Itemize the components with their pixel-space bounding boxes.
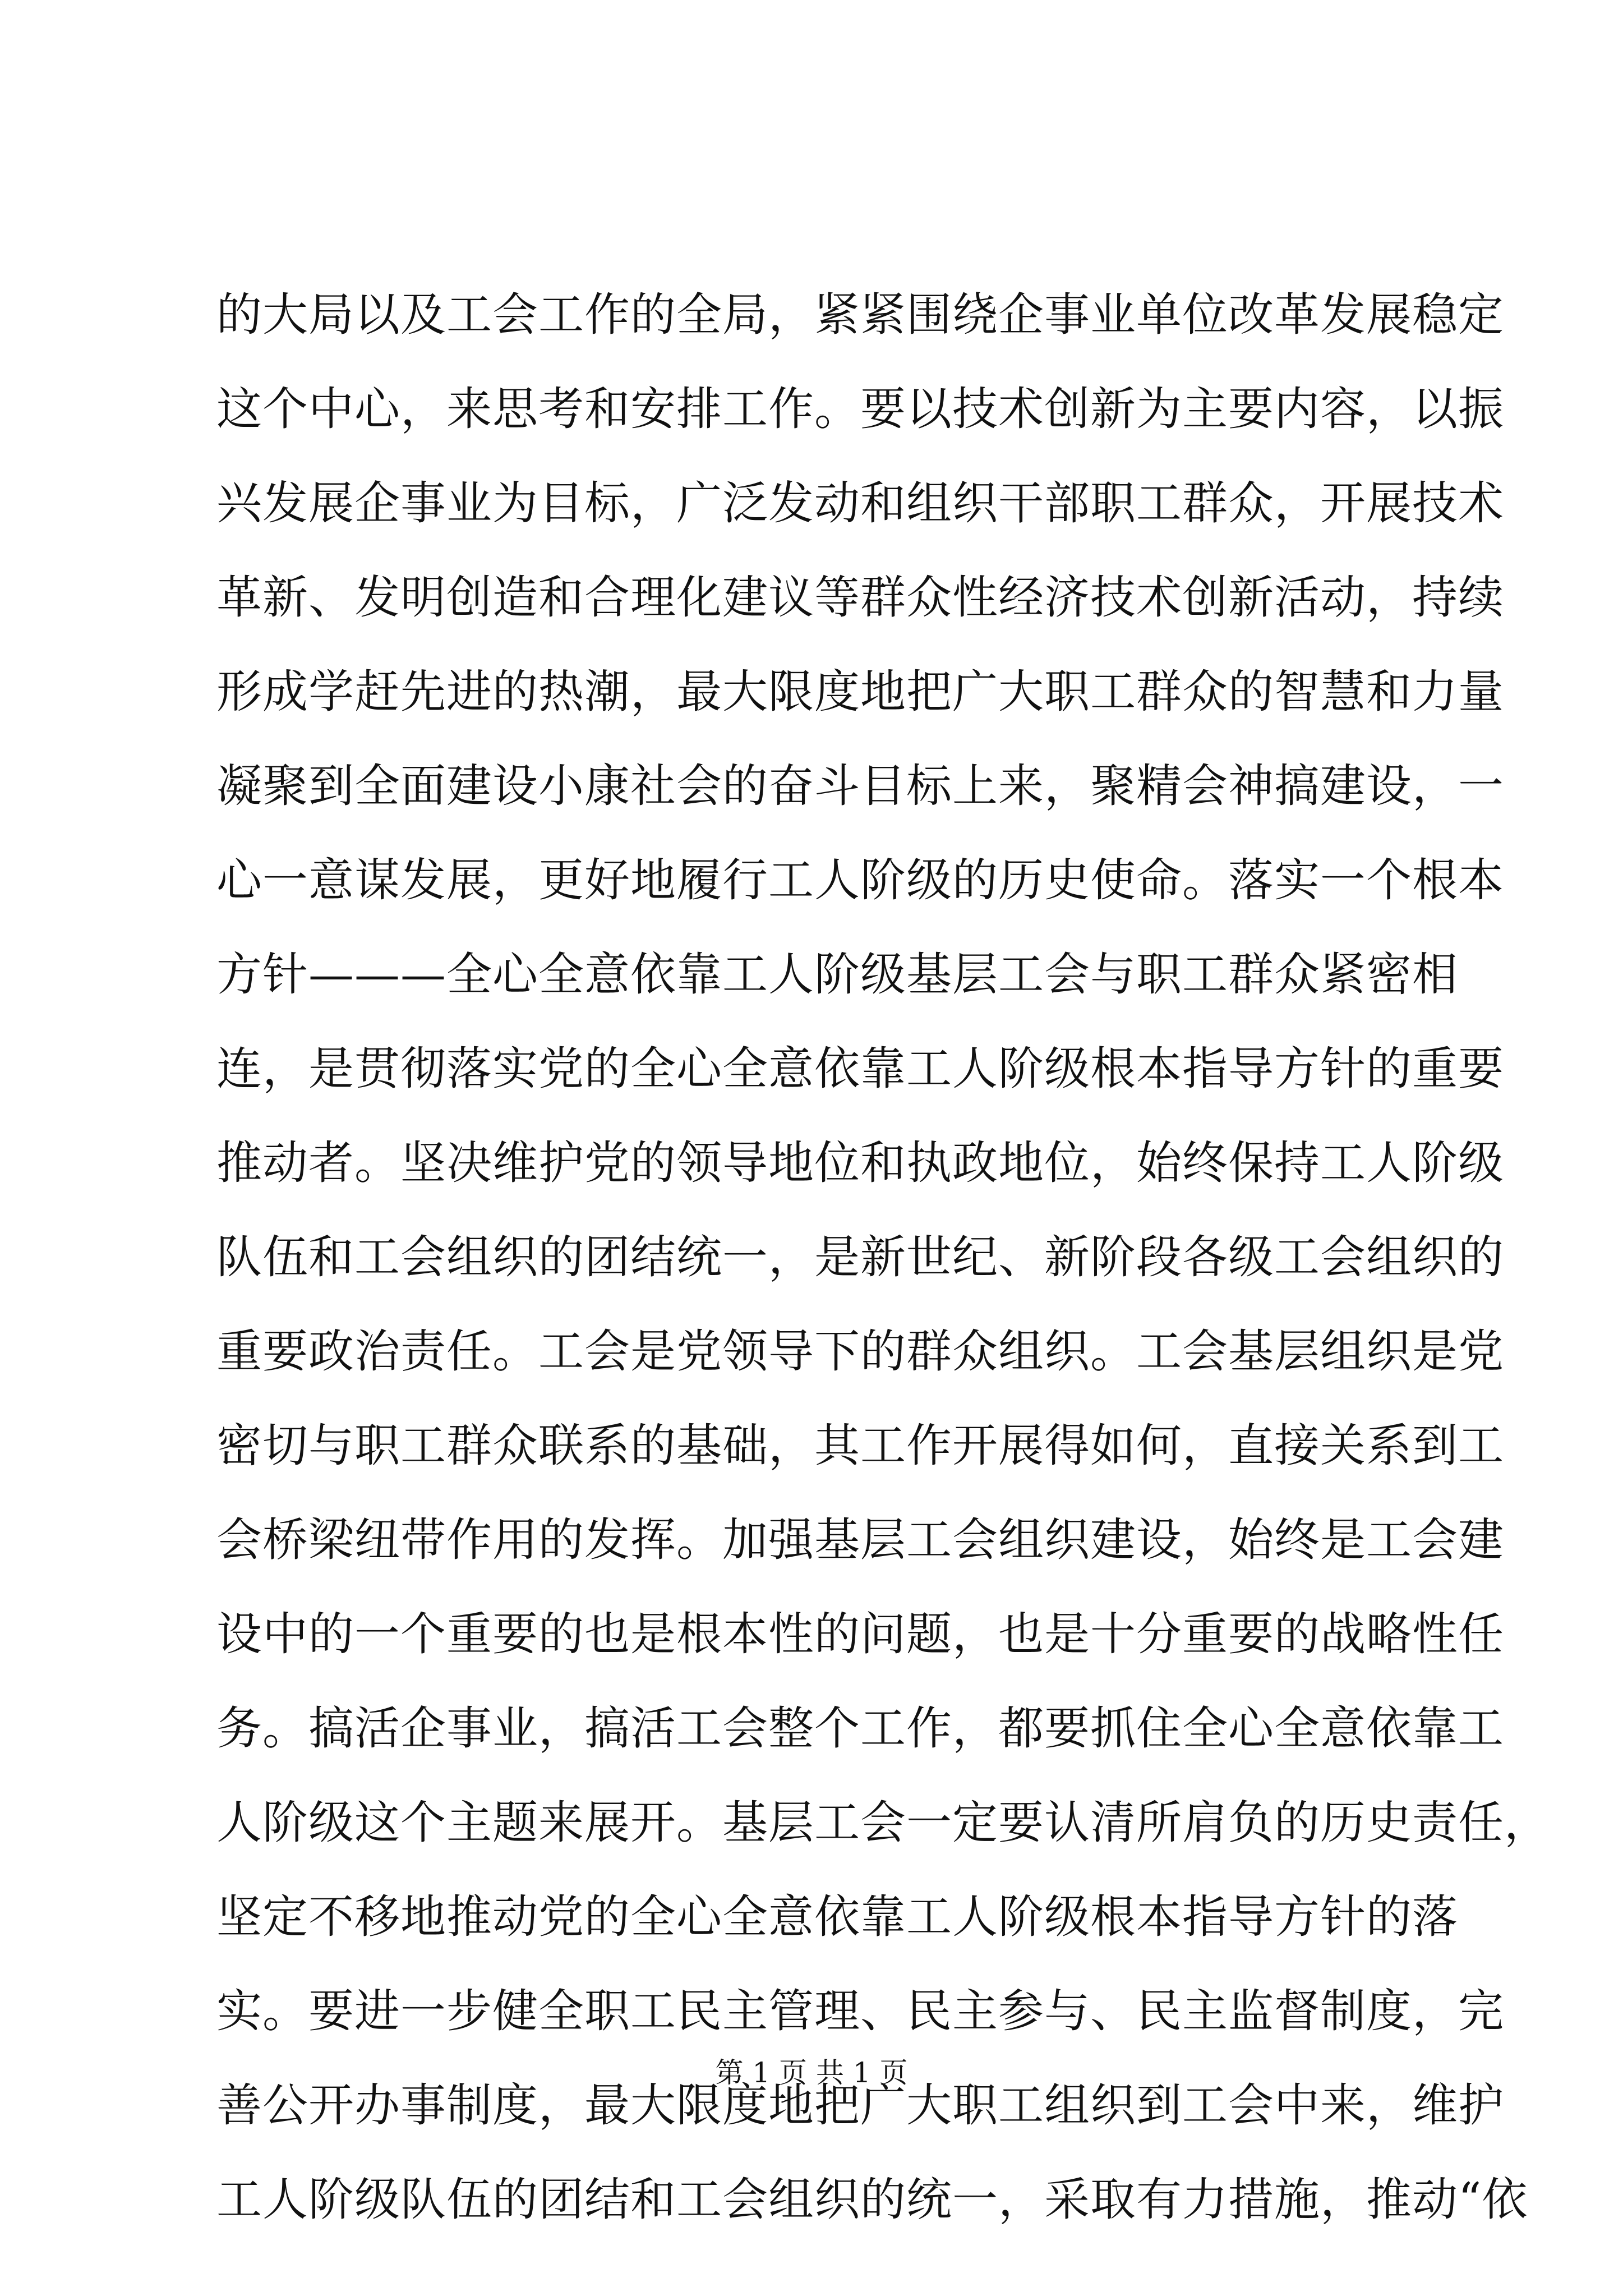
text-line: 革新、发明创造和合理化建议等群众性经济技术创新活动，持续 [216, 572, 1505, 624]
text-line: 人阶级这个主题来展开。基层工会一定要认清所肩负的历史责任， [216, 1797, 1551, 1849]
text-line: 工人阶级队伍的团结和工会组织的统一，采取有力措施，推动“依 [216, 2174, 1528, 2226]
page-footer: 第 1 页 共 1 页 [715, 2056, 908, 2089]
text-line: 队伍和工会组织的团结统一，是新世纪、新阶段各级工会组织的 [216, 1231, 1505, 1284]
text-line: 善公开办事制度，最大限度地把广大职工组织到工会中来，维护 [216, 2079, 1505, 2132]
text-line: 会桥梁纽带作用的发挥。加强基层工会组织建设，始终是工会建 [216, 1514, 1505, 1567]
text-line: 重要政治责任。工会是党领导下的群众组织。工会基层组织是党 [216, 1326, 1505, 1378]
text-line: 方针———全心全意依靠工人阶级基层工会与职工群众紧密相 [216, 949, 1459, 1001]
text-line: 设中的一个重要的也是根本性的问题，也是十分重要的战略性任 [216, 1608, 1505, 1661]
text-line: 务。搞活企事业，搞活工会整个工作，都要抓住全心全意依靠工 [216, 1703, 1505, 1755]
text-line: 推动者。坚决维护党的领导地位和执政地位，始终保持工人阶级 [216, 1137, 1505, 1190]
text-line: 凝聚到全面建设小康社会的奋斗目标上来，聚精会神搞建设，一 [216, 760, 1505, 813]
text-line: 的大局以及工会工作的全局，紧紧围绕企事业单位改革发展稳定 [216, 289, 1505, 342]
text-line: 连，是贯彻落实党的全心全意依靠工人阶级根本指导方针的重要 [216, 1043, 1505, 1096]
text-line: 密切与职工群众联系的基础，其工作开展得如何，直接关系到工 [216, 1420, 1505, 1473]
body-text [216, 268, 1551, 2247]
text-line: 心一意谋发展，更好地履行工人阶级的历史使命。落实一个根本 [216, 854, 1505, 907]
text-line: 兴发展企事业为目标，广泛发动和组织干部职工群众，开展技术 [216, 477, 1505, 530]
text-line: 实。要进一步健全职工民主管理、民主参与、民主监督制度，完 [216, 1985, 1505, 2038]
text-line: 形成学赶先进的热潮，最大限度地把广大职工群众的智慧和力量 [216, 666, 1505, 719]
text-line: 这个中心，来思考和安排工作。要以技术创新为主要内容，以振 [216, 383, 1505, 436]
text-line: 坚定不移地推动党的全心全意依靠工人阶级根本指导方针的落 [216, 1891, 1459, 1944]
